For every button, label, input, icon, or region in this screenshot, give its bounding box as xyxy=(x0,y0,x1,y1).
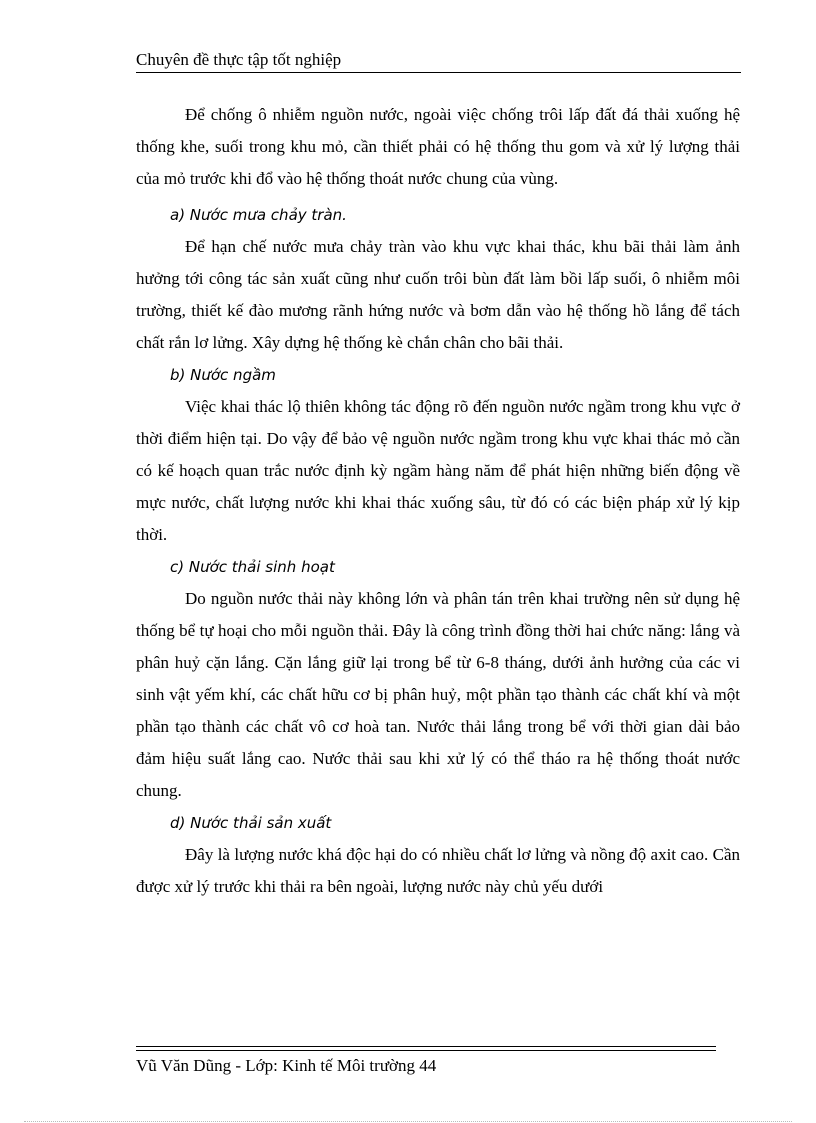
document-body xyxy=(136,99,740,903)
header-title: Chuyên đề thực tập tốt nghiệp xyxy=(136,50,342,69)
footer-double-rule xyxy=(136,1046,716,1051)
page-edge-divider xyxy=(24,1121,792,1122)
paragraph-groundwater: Việc khai thác lộ thiên không tác động rõ đến nguồn nước ngầm trong khu vực ở thời điểm hiện tại. Do vậy để bảo vệ nguồn nước ngầm trong khu vực khai thác mỏ cần có kế hoạch quan trắc nước định kỳ ngầm hàng năm để phát hiện những biến động về mực nước, chất lượng nước khi khai thác xuống sâu, từ đó có các biện pháp xử lý kịp thời. xyxy=(136,397,740,544)
subheading-a: a) Nước mưa chảy tràn. xyxy=(170,206,347,224)
paragraph-intro: Để chống ô nhiễm nguồn nước, ngoài việc chống trôi lấp đất đá thải xuống hệ thống khe, suối trong khu mỏ, cần thiết phải có hệ thống thu gom và xử lý lượng thải của mỏ trước khi đổ vào hệ thống thoát nước chung của vùng. xyxy=(136,105,740,188)
page-footer xyxy=(136,1056,716,1076)
subheading-c: c) Nước thải sinh hoạt xyxy=(170,558,335,576)
page-header xyxy=(136,50,741,73)
paragraph-production-wastewater: Đây là lượng nước khá độc hại do có nhiều chất lơ lửng và nồng độ axit cao. Cần được xử lý trước khi thải ra bên ngoài, lượng nước này chủ yếu dưới xyxy=(136,845,740,896)
paragraph-domestic-wastewater: Do nguồn nước thải này không lớn và phân tán trên khai trường nên sử dụng hệ thống bể tự hoại cho mỗi nguồn thải. Đây là công trình đồng thời hai chức năng: lắng và phân huỷ cặn lắng. Cặn lắng giữ lại trong bể từ 6-8 tháng, dưới ảnh hưởng của các vi sinh vật yếm khí, các chất hữu cơ bị phân huỷ, một phần tạo thành các chất khí và một phần tạo thành các chất vô cơ hoà tan. Nước thải lắng trong bể với thời gian dài bảo đảm hiệu suất lắng cao. Nước thải sau khi xử lý có thể tháo ra hệ thống thoát nước chung. xyxy=(136,589,740,800)
subheading-d: d) Nước thải sản xuất xyxy=(170,814,332,832)
paragraph-rainwater: Để hạn chế nước mưa chảy tràn vào khu vực khai thác, khu bãi thải làm ảnh hưởng tới công tác sản xuất cũng như cuốn trôi bùn đất làm bồi lấp suối, ô nhiễm môi trường, thiết kế đào mương rãnh hứng nước và bơm dẫn vào hệ thống hồ lắng để tách chất rắn lơ lửng. Xây dựng hệ thống kè chắn chân cho bãi thải. xyxy=(136,237,740,352)
subheading-b: b) Nước ngầm xyxy=(170,366,276,384)
footer-author: Vũ Văn Dũng - Lớp: Kinh tế Môi trường 44 xyxy=(136,1056,437,1075)
